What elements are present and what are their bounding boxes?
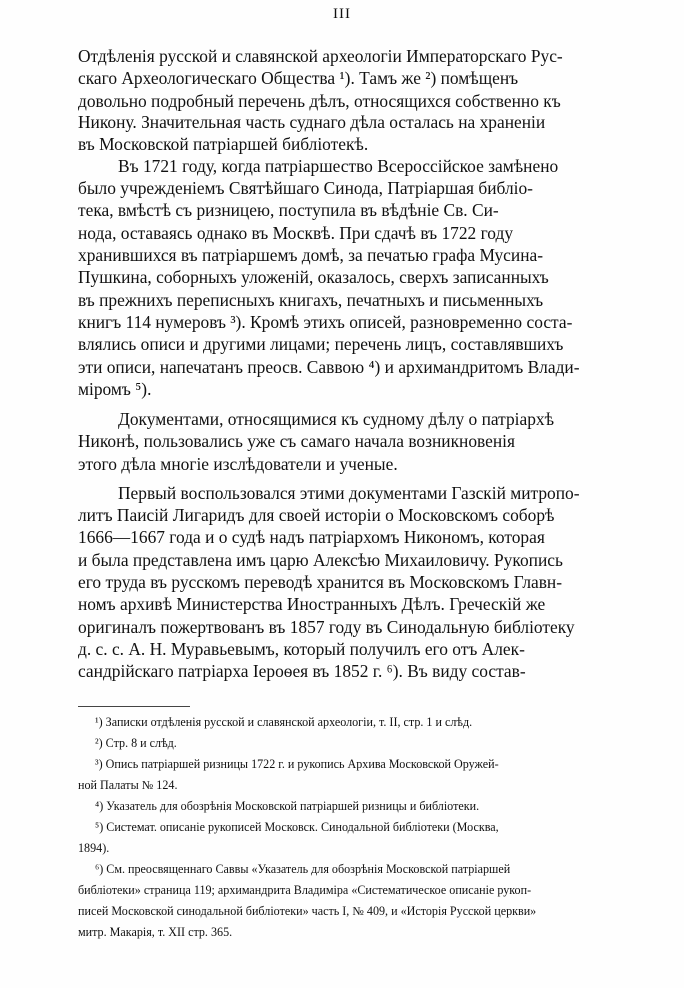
footnote-line: митр. Макарія, т. XII стр. 365. — [78, 925, 233, 939]
footnote-line: ⁵) Системат. описаніе рукописей Московск. Синодальной библіотеки (Москва, — [95, 820, 499, 834]
body-line: Пушкина, соборныхъ уложеній, оказалось, сверхъ записанныхъ — [78, 267, 549, 287]
footnote-line: ³) Опись патріаршей ризницы 1722 г. и рукопись Архива Московской Оружей- — [95, 757, 499, 771]
paragraph-start: Документами, относящимися къ судному дѣлу о патріархѣ — [118, 409, 555, 429]
paragraph-start: Въ 1721 году, когда патріаршество Всероссійское замѣнено — [118, 156, 559, 176]
body-line: 1666—1667 года и о судѣ надъ патріархомъ Никономъ, которая — [78, 527, 545, 547]
body-line: влялись описи и другими лицами; перечень лицъ, составлявшихъ — [78, 334, 564, 354]
body-line: его труда въ русскомъ переводѣ хранится въ Московскомъ Главн- — [78, 572, 563, 592]
body-line: тека, вмѣстѣ съ ризницею, поступила въ вѣдѣніе Св. Си- — [78, 200, 499, 220]
body-line: нода, оставаясь однако въ Москвѣ. При сдачѣ въ 1722 году — [78, 223, 514, 243]
body-line: скаго Археологическаго Общества ¹). Тамъ же ²) помѣщенъ — [78, 68, 519, 88]
body-line: было учрежденіемъ Святѣйшаго Синода, Патріаршая библіо- — [78, 178, 533, 198]
footnote-line: ной Палаты № 124. — [78, 778, 178, 792]
footnote-line: ⁴) Указатель для обозрѣнія Московской патріаршей ризницы и библіотеки. — [95, 799, 480, 813]
body-line: сандрійскаго патріарха Іероѳея въ 1852 г. ⁶). Въ виду состав- — [78, 661, 526, 681]
footnote-divider — [78, 706, 190, 707]
footnote-line: библіотеки» страница 119; архимандрита Владиміра «Систематическое описаніе рукоп- — [78, 883, 532, 897]
body-line: и была представлена имъ царю Алексѣю Михаиловичу. Рукопись — [78, 550, 563, 570]
body-line: хранившихся въ патріаршемъ домѣ, за печатью графа Мусина- — [78, 245, 544, 265]
body-line: довольно подробный перечень дѣлъ, относящихся собственно къ — [78, 91, 561, 111]
body-line: литъ Паисій Лигаридъ для своей исторіи о Московскомъ соборѣ — [78, 505, 555, 525]
body-line: книгъ 114 нумеровъ ³). Кромѣ этихъ описей, разновременно соста- — [78, 312, 573, 332]
body-line: д. с. с. А. Н. Муравьевымъ, который получилъ его отъ Алек- — [78, 639, 525, 659]
body-line: этого дѣла многіе изслѣдователи и ученые. — [78, 454, 398, 474]
footnote-line: писей Московской синодальной библіотеки» часть I, № 409, и «Исторія Русской церкви» — [78, 904, 537, 918]
footnote-line: ²) Стр. 8 и слѣд. — [95, 736, 177, 750]
footnote-line: ⁶) См. преосвященнаго Саввы «Указатель для обозрѣнія Московской патріаршей — [95, 862, 511, 876]
body-line: Никону. Значительная часть суднаго дѣла осталась на храненіи — [78, 112, 546, 132]
body-line: міромъ ⁵). — [78, 379, 152, 399]
body-line: эти описи, напечатанъ преосв. Саввою ⁴) и архимандритомъ Влади- — [78, 357, 580, 377]
page-number: III — [333, 6, 351, 22]
body-line: Никонѣ, пользовались уже съ самаго начала возникновенія — [78, 431, 516, 451]
body-line: въ прежнихъ переписныхъ книгахъ, печатныхъ и письменныхъ — [78, 290, 544, 310]
body-line: въ Московской патріаршей библіотекѣ. — [78, 134, 369, 154]
footnote-line: 1894). — [78, 841, 110, 855]
body-line: номъ архивѣ Министерства Иностранныхъ Дѣлъ. Греческій же — [78, 594, 546, 614]
paragraph-start: Первый воспользовался этими документами Газскій митропо- — [118, 483, 580, 503]
footnote-line: ¹) Записки отдѣленія русской и славянской археологіи, т. II, стр. 1 и слѣд. — [95, 715, 473, 729]
body-line: оригиналъ пожертвованъ въ 1857 году въ Синодальную библіотеку — [78, 617, 575, 637]
body-line: Отдѣленія русской и славянской археологіи Императорскаго Рус- — [78, 46, 563, 66]
